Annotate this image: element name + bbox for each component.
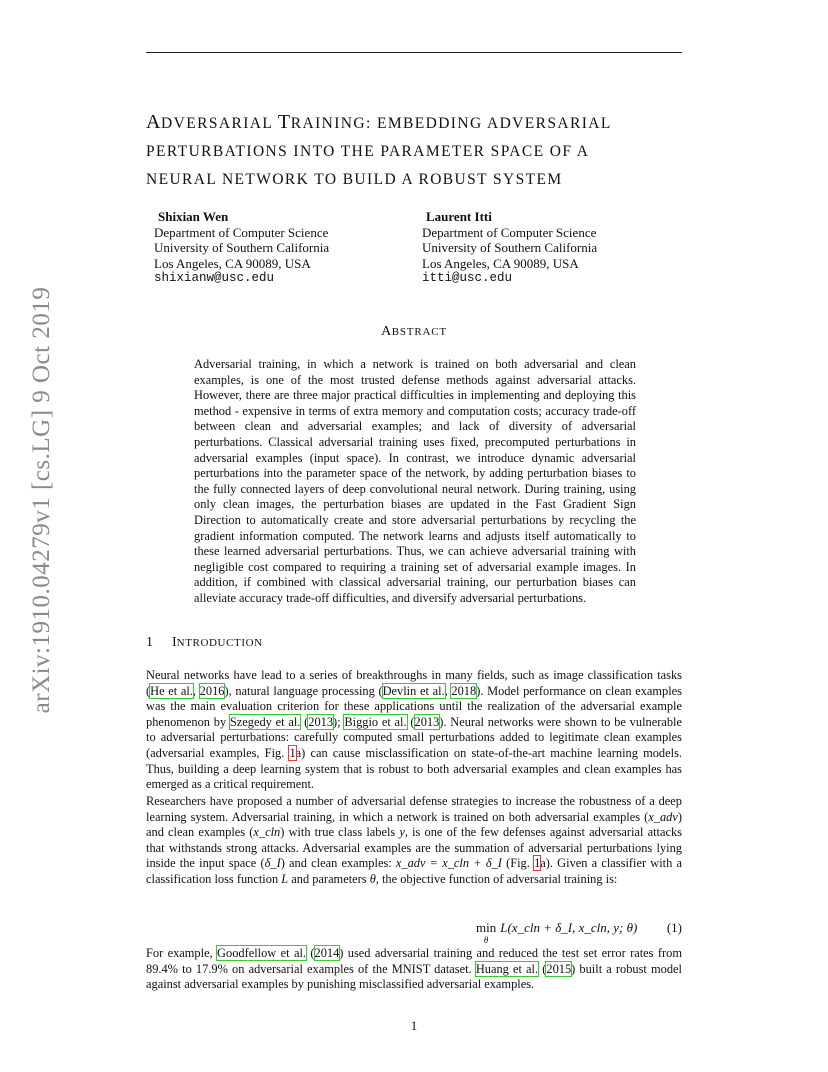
intro-paragraph-1: Neural networks have lead to a series of breakthroughs in many fields, such as image classification tasks (He et al., 2016), natural language processing (Devlin et al., 2018). Model performance on clean examples was the main evaluation criterion for these applications until the realization of the adversarial example phenomenon by Szegedy et al. (2013); Biggio et al. (2013). Neural networks were shown to be vulnerable to adversarial perturbations: carefully computed small perturbations added to legitimate clean examples (adversarial examples, Fig. 1a) can cause misclassification on state-of-the-art machine learning models. Thus, building a deep learning system that is robust to both adversarial examples and clean examples has emerged as a critical requirement.: [146, 668, 683, 792]
paper-title: [146, 108, 706, 194]
section-heading-introduction: 1 INTRODUCTION: [146, 635, 263, 650]
author-name: Laurent Itti: [426, 209, 492, 224]
citation-link[interactable]: 2013: [308, 714, 334, 729]
author-univ: University of Southern California: [422, 240, 598, 256]
title-line-2: PERTURBATIONS INTO THE PARAMETER SPACE OF A: [146, 143, 590, 160]
author-city: Los Angeles, CA 90089, USA: [154, 255, 311, 271]
figure-ref-link[interactable]: 1: [289, 745, 296, 760]
citation-link[interactable]: He et al.: [150, 683, 193, 698]
equation-expression: min θ L(x_cln + δ_I, x_cln, y; θ): [476, 920, 638, 945]
title-line-1: ADVERSARIAL TRAINING: EMBEDDING ADVERSARIAL: [146, 111, 612, 133]
page-number: 1: [410, 1018, 418, 1033]
top-rule: [146, 52, 682, 53]
author-dept: Department of Computer Science: [422, 224, 597, 240]
citation-link[interactable]: Huang et al.: [475, 961, 539, 976]
math-y: y: [399, 825, 405, 840]
math-x-adv: x_adv: [648, 809, 678, 824]
figure-ref-link[interactable]: 1: [534, 856, 541, 871]
author-block-1: [154, 209, 329, 287]
citation-link[interactable]: 2013: [414, 714, 440, 729]
citation-link[interactable]: 2015: [546, 961, 572, 976]
citation-link[interactable]: Szegedy et al.: [229, 714, 301, 729]
equation-number: (1): [666, 920, 682, 935]
author-email[interactable]: itti@usc.edu: [422, 271, 513, 286]
abstract-text: Adversarial training, in which a network is trained on both adversarial and clean examples, is one of the most trusted defense methods against adversarial attacks. However, there are three major practical difficulties in implementing and deploying this method - expensive in terms of extra memory and computation costs; accuracy trade-off between clean and adversarial examples; and lack of diversity of adversarial perturbations. Classical adversarial training uses fixed, precomputed perturbations in adversarial examples (input space). In contrast, we introduce dynamic adversarial perturbations into the parameter space of the network, by adding perturbation biases to the fully connected layers of deep convolutional neural network. During training, using only clean images, the perturbation biases are updated in the Fast Gradient Sign Direction to automatically create and store adversarial perturbations by recycling the gradient information computed. The network learns and adjusts itself automatically to these learned adversarial perturbations. Thus, we can achieve adversarial training with negligible cost compared to requiring a training set of adversarial example images. In addition, if combined with classical adversarial training, our perturbation biases can alleviate accuracy trade-off difficulties, and diversify adversarial perturbations.: [194, 357, 636, 605]
math-loss: L: [281, 871, 289, 886]
author-block-2: [422, 209, 597, 287]
author-univ: University of Southern California: [154, 240, 330, 256]
math-delta-i: δ_I: [264, 856, 281, 871]
author-city: Los Angeles, CA 90089, USA: [422, 255, 579, 271]
author-dept: Department of Computer Science: [154, 224, 329, 240]
title-line-3: NEURAL NETWORK TO BUILD A ROBUST SYSTEM: [146, 171, 563, 188]
author-email[interactable]: shixianw@usc.edu: [154, 271, 275, 286]
math-theta: θ: [369, 871, 376, 886]
math-adv-definition: x_adv = x_cln + δ_I: [395, 856, 502, 871]
math-x-cln: x_cln: [253, 825, 281, 840]
intro-paragraph-2: Researchers have proposed a number of adversarial defense strategies to increase the robustness of a deep learning system. Adversarial training, in which a network is trained on both adversarial examples (x_adv) and clean examples (x_cln) with true class labels y, is one of the few defenses against adversarial attacks that withstands strong attacks. Adversarial examples are the summation of adversarial perturbations lying inside the input space (δ_I) and clean examples: x_adv = x_cln + δ_I (Fig. 1a). Given a classifier with a classification loss function L and parameters θ, the objective function of adversarial training is:: [146, 794, 682, 886]
citation-link[interactable]: Goodfellow et al.: [217, 946, 306, 960]
author-name: Shixian Wen: [158, 209, 229, 224]
equation-1: [146, 918, 682, 948]
arxiv-identifier: arXiv:1910.04279v1 [cs.LG] 9 Oct 2019: [28, 286, 55, 714]
abstract-heading: ABSTRACT: [381, 324, 447, 339]
citation-link[interactable]: 2014: [314, 946, 340, 960]
citation-link[interactable]: Devlin et al.: [382, 683, 445, 698]
intro-paragraph-3: For example, Goodfellow et al. (2014) used adversarial training and reduced the test set error rates from 89.4% to 17.9% on adversarial examples of the MNIST dataset. Huang et al. (2015) built a robust model against adversarial examples by punishing misclassified adversarial examples.: [146, 946, 682, 992]
citation-link[interactable]: Biggio et al.: [344, 714, 407, 729]
citation-link[interactable]: 2016: [199, 683, 225, 698]
arxiv-sidebar: [0, 0, 60, 1072]
citation-link[interactable]: 2018: [451, 683, 477, 698]
